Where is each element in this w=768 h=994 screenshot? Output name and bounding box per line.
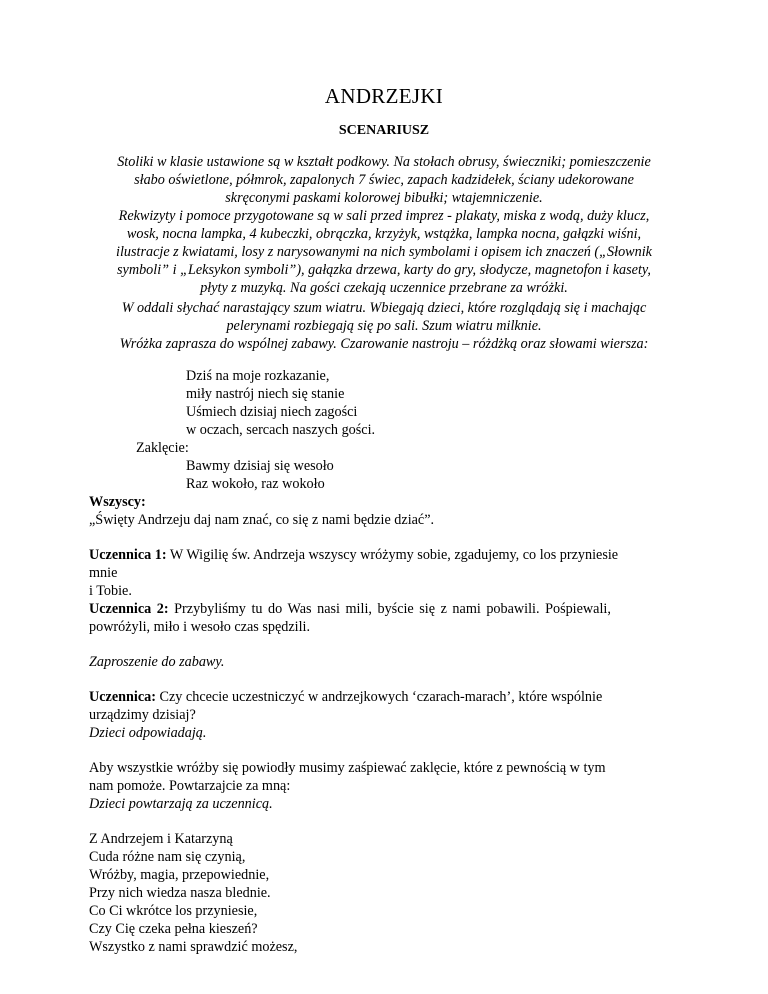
student1-line: Uczennica 1: W Wigilię św. Andrzeja wszyscy wróżymy sobie, zgadujemy, co los przyniesie (89, 547, 619, 563)
poem2-line: Z Andrzejem i Katarzyną (89, 831, 233, 847)
all-label: Wszyscy: (89, 494, 146, 510)
student2-label: Uczennica 2: (89, 601, 169, 617)
intro-line: słabo oświetlone, półmrok, zapalonych 7 świec, zapach kadzidełek, ściany udekorowane (134, 172, 634, 188)
poem2-line: Czy Cię czeka pełna kieszeń? (89, 921, 258, 937)
all-line: „Święty Andrzeju daj nam znać, co się z nami będzie dziać”. (89, 512, 435, 528)
student1-label: Uczennica 1: (89, 547, 167, 563)
student1-line: mnie (89, 565, 118, 581)
intro-line: ilustracje z kwiatami, losy z narysowanymi na nich symbolami i opisem ich znaczeń („Słownik (116, 244, 652, 260)
poem2-line: Przy nich wiedza nasza blednie. (89, 885, 271, 901)
student-line: urządzimy dzisiaj? (89, 707, 196, 723)
spell-label: Zaklęcie: (136, 440, 189, 456)
kids-repeat: Dzieci powtarzają za uczennicą. (89, 796, 273, 812)
poem2-line: Cuda różne nam się czynią, (89, 849, 246, 865)
spell-line: Bawmy dzisiaj się wesoło (186, 458, 334, 474)
invitation-heading: Zaproszenie do zabawy. (89, 654, 225, 670)
student2-line: Uczennica 2: Przybyliśmy tu do Was nasi mili, byście się z nami pobawili. Pośpiewali, (89, 601, 611, 617)
poem1-line: miły nastrój niech się stanie (186, 386, 345, 402)
student2-line: powróżyli, miło i wesoło czas spędzili. (89, 619, 311, 635)
spell-intro-line: Aby wszystkie wróżby się powiodły musimy zaśpiewać zaklęcie, które z pewnością w tym (89, 760, 606, 776)
intro-line: Stoliki w klasie ustawione są w kształt podkowy. Na stołach obrusy, świeczniki; pomieszczenie (117, 154, 651, 170)
spell-line: Raz wokoło, raz wokoło (186, 476, 325, 492)
intro-line: płyty z muzyką. Na gości czekają uczennice przebrane za wróżki. (200, 280, 568, 296)
poem1-line: Dziś na moje rozkazanie, (186, 368, 330, 384)
intro-paragraph (76, 153, 692, 297)
kids-answer: Dzieci odpowiadają. (89, 725, 207, 741)
poem2-line: Wróżby, magia, przepowiednie, (89, 867, 270, 883)
poem2-line: Wszystko z nami sprawdzić możesz, (89, 939, 298, 955)
student1-line: i Tobie. (89, 583, 132, 599)
poem1-line: w oczach, sercach naszych gości. (186, 422, 376, 438)
intro-line: Rekwizyty i pomoce przygotowane są w sali przed imprez - plakaty, miska z wodą, duży klucz, (118, 208, 650, 224)
stage-directions (76, 299, 692, 353)
intro-line: wosk, nocna lampka, 4 kubeczki, obrączka, krzyżyk, wstążka, lampka nocna, gałązki wiśni, (126, 226, 642, 242)
poem1-line: Uśmiech dzisiaj niech zagości (186, 404, 358, 420)
stage-line: Wróżka zaprasza do wspólnej zabawy. Czarowanie nastroju – różdżką oraz słowami wiersza: (119, 336, 649, 352)
intro-line: symboli” i „Leksykon symboli”), gałązka drzewa, karty do gry, słodycze, magnetofon i kasety, (117, 262, 651, 278)
student-line: Uczennica: Czy chcecie uczestniczyć w andrzejkowych ‘czarach-marach’, które wspólnie (89, 689, 603, 705)
spell-intro-line: nam pomoże. Powtarzajcie za mną: (89, 778, 291, 794)
intro-line: skręconymi paskami kolorowej bibułki; wtajemniczenie. (225, 190, 543, 206)
poem2-line: Co Ci wkrótce los przyniesie, (89, 903, 258, 919)
page-title: ANDRZEJKI (324, 84, 444, 108)
stage-line: pelerynami rozbiegają się po sali. Szum wiatru milknie. (226, 318, 542, 334)
student-label: Uczennica: (89, 689, 156, 705)
stage-line: W oddali słychać narastający szum wiatru. Wbiegają dzieci, które rozglądają się i machając (121, 300, 647, 316)
page-subtitle: SCENARIUSZ (338, 123, 430, 138)
